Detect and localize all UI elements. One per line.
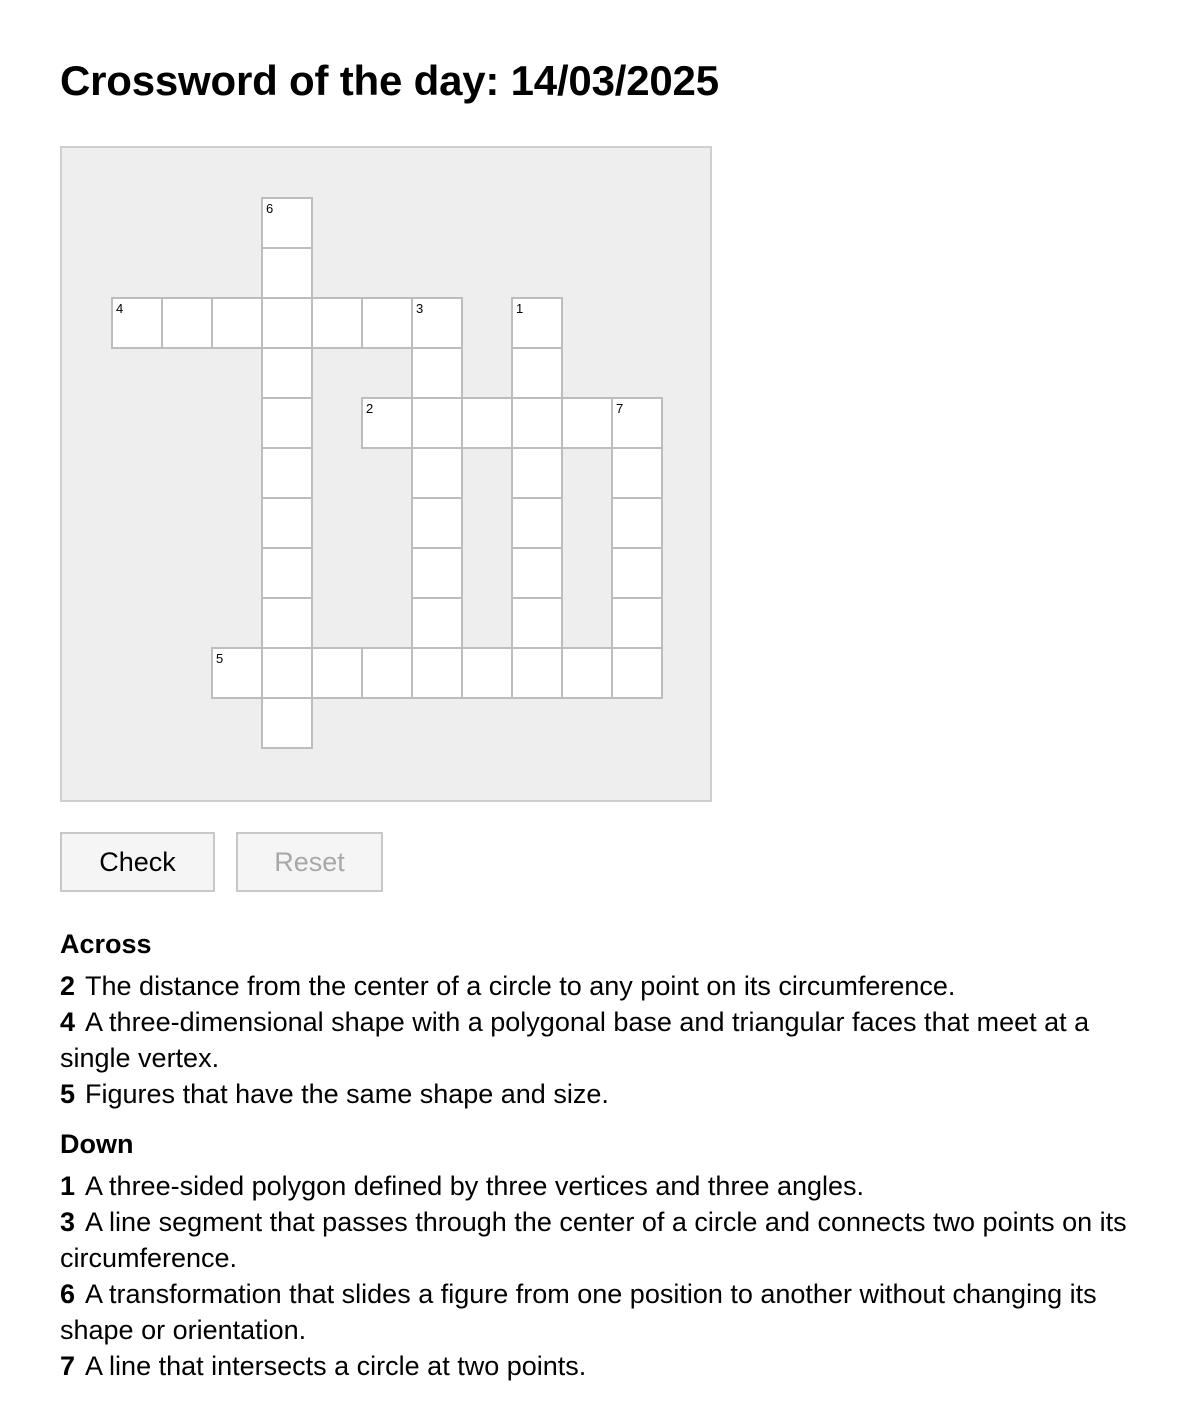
across-section — [60, 926, 1160, 1112]
cell-input[interactable] — [263, 649, 311, 697]
grid-cell[interactable] — [261, 347, 313, 399]
clue-number: 5 — [60, 1079, 76, 1109]
cell-input[interactable] — [413, 649, 461, 697]
grid-cell[interactable] — [261, 597, 313, 649]
cell-input[interactable] — [363, 649, 411, 697]
reset-button[interactable]: Reset — [236, 832, 383, 892]
grid-cell[interactable] — [261, 497, 313, 549]
down-clue — [60, 1204, 1160, 1276]
grid-cell[interactable] — [311, 297, 363, 349]
cell-input[interactable] — [263, 499, 311, 547]
grid-cell[interactable] — [511, 447, 563, 499]
down-section — [60, 1126, 1160, 1384]
cell-input[interactable] — [613, 599, 661, 647]
cell-input[interactable] — [413, 449, 461, 497]
clue-text: Figures that have the same shape and size. — [85, 1079, 609, 1109]
across-clue — [60, 1076, 1160, 1112]
cell-input[interactable] — [463, 649, 511, 697]
cell-number: 6 — [266, 201, 274, 216]
grid-cell[interactable] — [511, 647, 563, 699]
clue-number: 1 — [60, 1171, 76, 1201]
grid-cell[interactable] — [361, 397, 413, 449]
cell-number: 5 — [216, 651, 224, 666]
cell-input[interactable] — [263, 299, 311, 347]
grid-cell[interactable] — [611, 547, 663, 599]
grid-cell[interactable] — [611, 397, 663, 449]
grid-cell[interactable] — [161, 297, 213, 349]
clue-text: A line that intersects a circle at two points. — [85, 1351, 587, 1381]
grid-cell[interactable] — [411, 397, 463, 449]
grid-cell[interactable] — [311, 647, 363, 699]
grid-cell[interactable] — [261, 647, 313, 699]
cell-input[interactable] — [613, 399, 661, 447]
cell-input[interactable] — [513, 549, 561, 597]
grid-cell[interactable] — [511, 347, 563, 399]
clue-text: A line segment that passes through the center of a circle and connects two points on its circumference. — [60, 1207, 1127, 1273]
cell-number: 4 — [116, 301, 124, 316]
clue-number: 2 — [60, 971, 76, 1001]
grid-cell[interactable] — [611, 497, 663, 549]
grid-cell[interactable] — [561, 397, 613, 449]
grid-cell[interactable] — [411, 647, 463, 699]
cell-input[interactable] — [413, 549, 461, 597]
clue-number: 4 — [60, 1007, 76, 1037]
cell-input[interactable] — [263, 199, 311, 247]
cell-input[interactable] — [513, 299, 561, 347]
cell-input[interactable] — [613, 449, 661, 497]
grid-cell[interactable] — [461, 647, 513, 699]
clue-text: A three-sided polygon defined by three vertices and three angles. — [85, 1171, 865, 1201]
cell-input[interactable] — [263, 699, 311, 747]
down-clue — [60, 1348, 1160, 1384]
grid-cell[interactable] — [261, 447, 313, 499]
cell-input[interactable] — [163, 299, 211, 347]
grid-cell[interactable] — [411, 597, 463, 649]
cell-input[interactable] — [613, 549, 661, 597]
cell-input[interactable] — [263, 549, 311, 597]
grid-cell[interactable] — [211, 297, 263, 349]
grid-cell[interactable] — [611, 647, 663, 699]
cell-input[interactable] — [513, 449, 561, 497]
cell-input[interactable] — [413, 599, 461, 647]
down-clue — [60, 1276, 1160, 1348]
cell-input[interactable] — [263, 399, 311, 447]
cell-input[interactable] — [613, 649, 661, 697]
clues-panel — [60, 926, 1160, 1384]
cell-number: 1 — [516, 301, 524, 316]
cell-input[interactable] — [413, 349, 461, 397]
grid-cell[interactable] — [411, 547, 463, 599]
across-clue-list — [60, 968, 1160, 1112]
grid-cell[interactable] — [411, 447, 463, 499]
grid-cell[interactable] — [411, 497, 463, 549]
cell-input[interactable] — [313, 649, 361, 697]
grid-cell[interactable] — [511, 297, 563, 349]
cell-input[interactable] — [213, 299, 261, 347]
clue-text: A transformation that slides a figure from one position to another without changing its shape or orientation. — [60, 1279, 1097, 1345]
grid-cell[interactable] — [361, 297, 413, 349]
grid-cell[interactable] — [261, 547, 313, 599]
cell-number: 7 — [616, 401, 624, 416]
cell-input[interactable] — [613, 499, 661, 547]
grid-cell[interactable] — [511, 497, 563, 549]
cell-input[interactable] — [263, 249, 311, 297]
grid-cell[interactable] — [361, 647, 413, 699]
down-clue-list — [60, 1168, 1160, 1384]
grid-cell[interactable] — [611, 447, 663, 499]
grid-cell[interactable] — [261, 697, 313, 749]
cell-input[interactable] — [263, 349, 311, 397]
grid-cell[interactable] — [261, 397, 313, 449]
clue-text: A three-dimensional shape with a polygonal base and triangular faces that meet at a single vertex. — [60, 1007, 1090, 1073]
across-heading: Across — [60, 929, 152, 959]
cell-input[interactable] — [363, 399, 411, 447]
clue-number: 7 — [60, 1351, 76, 1381]
cell-input[interactable] — [313, 299, 361, 347]
across-clue — [60, 1004, 1160, 1076]
cell-input[interactable] — [563, 649, 611, 697]
grid-cell[interactable] — [111, 297, 163, 349]
cell-input[interactable] — [463, 399, 511, 447]
grid-cell[interactable] — [511, 397, 563, 449]
down-heading: Down — [60, 1129, 134, 1159]
crossword-grid — [60, 146, 712, 802]
cell-input[interactable] — [363, 299, 411, 347]
cell-number: 2 — [366, 401, 374, 416]
grid-cell[interactable] — [411, 297, 463, 349]
cell-input[interactable] — [113, 299, 161, 347]
grid-cell[interactable] — [611, 597, 663, 649]
check-button[interactable]: Check — [60, 832, 215, 892]
cell-input[interactable] — [263, 599, 311, 647]
grid-cell[interactable] — [261, 197, 313, 249]
clue-number: 6 — [60, 1279, 76, 1309]
clue-text: The distance from the center of a circle to any point on its circumference. — [85, 971, 956, 1001]
grid-cell[interactable] — [411, 347, 463, 399]
cell-input[interactable] — [513, 599, 561, 647]
grid-cell[interactable] — [511, 547, 563, 599]
cell-input[interactable] — [213, 649, 261, 697]
grid-cell[interactable] — [461, 397, 513, 449]
cell-input[interactable] — [413, 499, 461, 547]
grid-cell[interactable] — [211, 647, 263, 699]
clue-number: 3 — [60, 1207, 76, 1237]
across-clue — [60, 968, 1160, 1004]
cell-number: 3 — [416, 301, 424, 316]
cell-input[interactable] — [263, 449, 311, 497]
grid-cell[interactable] — [261, 297, 313, 349]
grid-cell[interactable] — [261, 247, 313, 299]
cell-input[interactable] — [413, 399, 461, 447]
down-clue — [60, 1168, 1160, 1204]
grid-cell[interactable] — [561, 647, 613, 699]
cell-input[interactable] — [413, 299, 461, 347]
cell-input[interactable] — [513, 349, 561, 397]
cell-input[interactable] — [563, 399, 611, 447]
cell-input[interactable] — [513, 649, 561, 697]
grid-cell[interactable] — [511, 597, 563, 649]
cell-input[interactable] — [513, 399, 561, 447]
cell-input[interactable] — [513, 499, 561, 547]
page-title: Crossword of the day: 14/03/2025 — [60, 57, 719, 104]
